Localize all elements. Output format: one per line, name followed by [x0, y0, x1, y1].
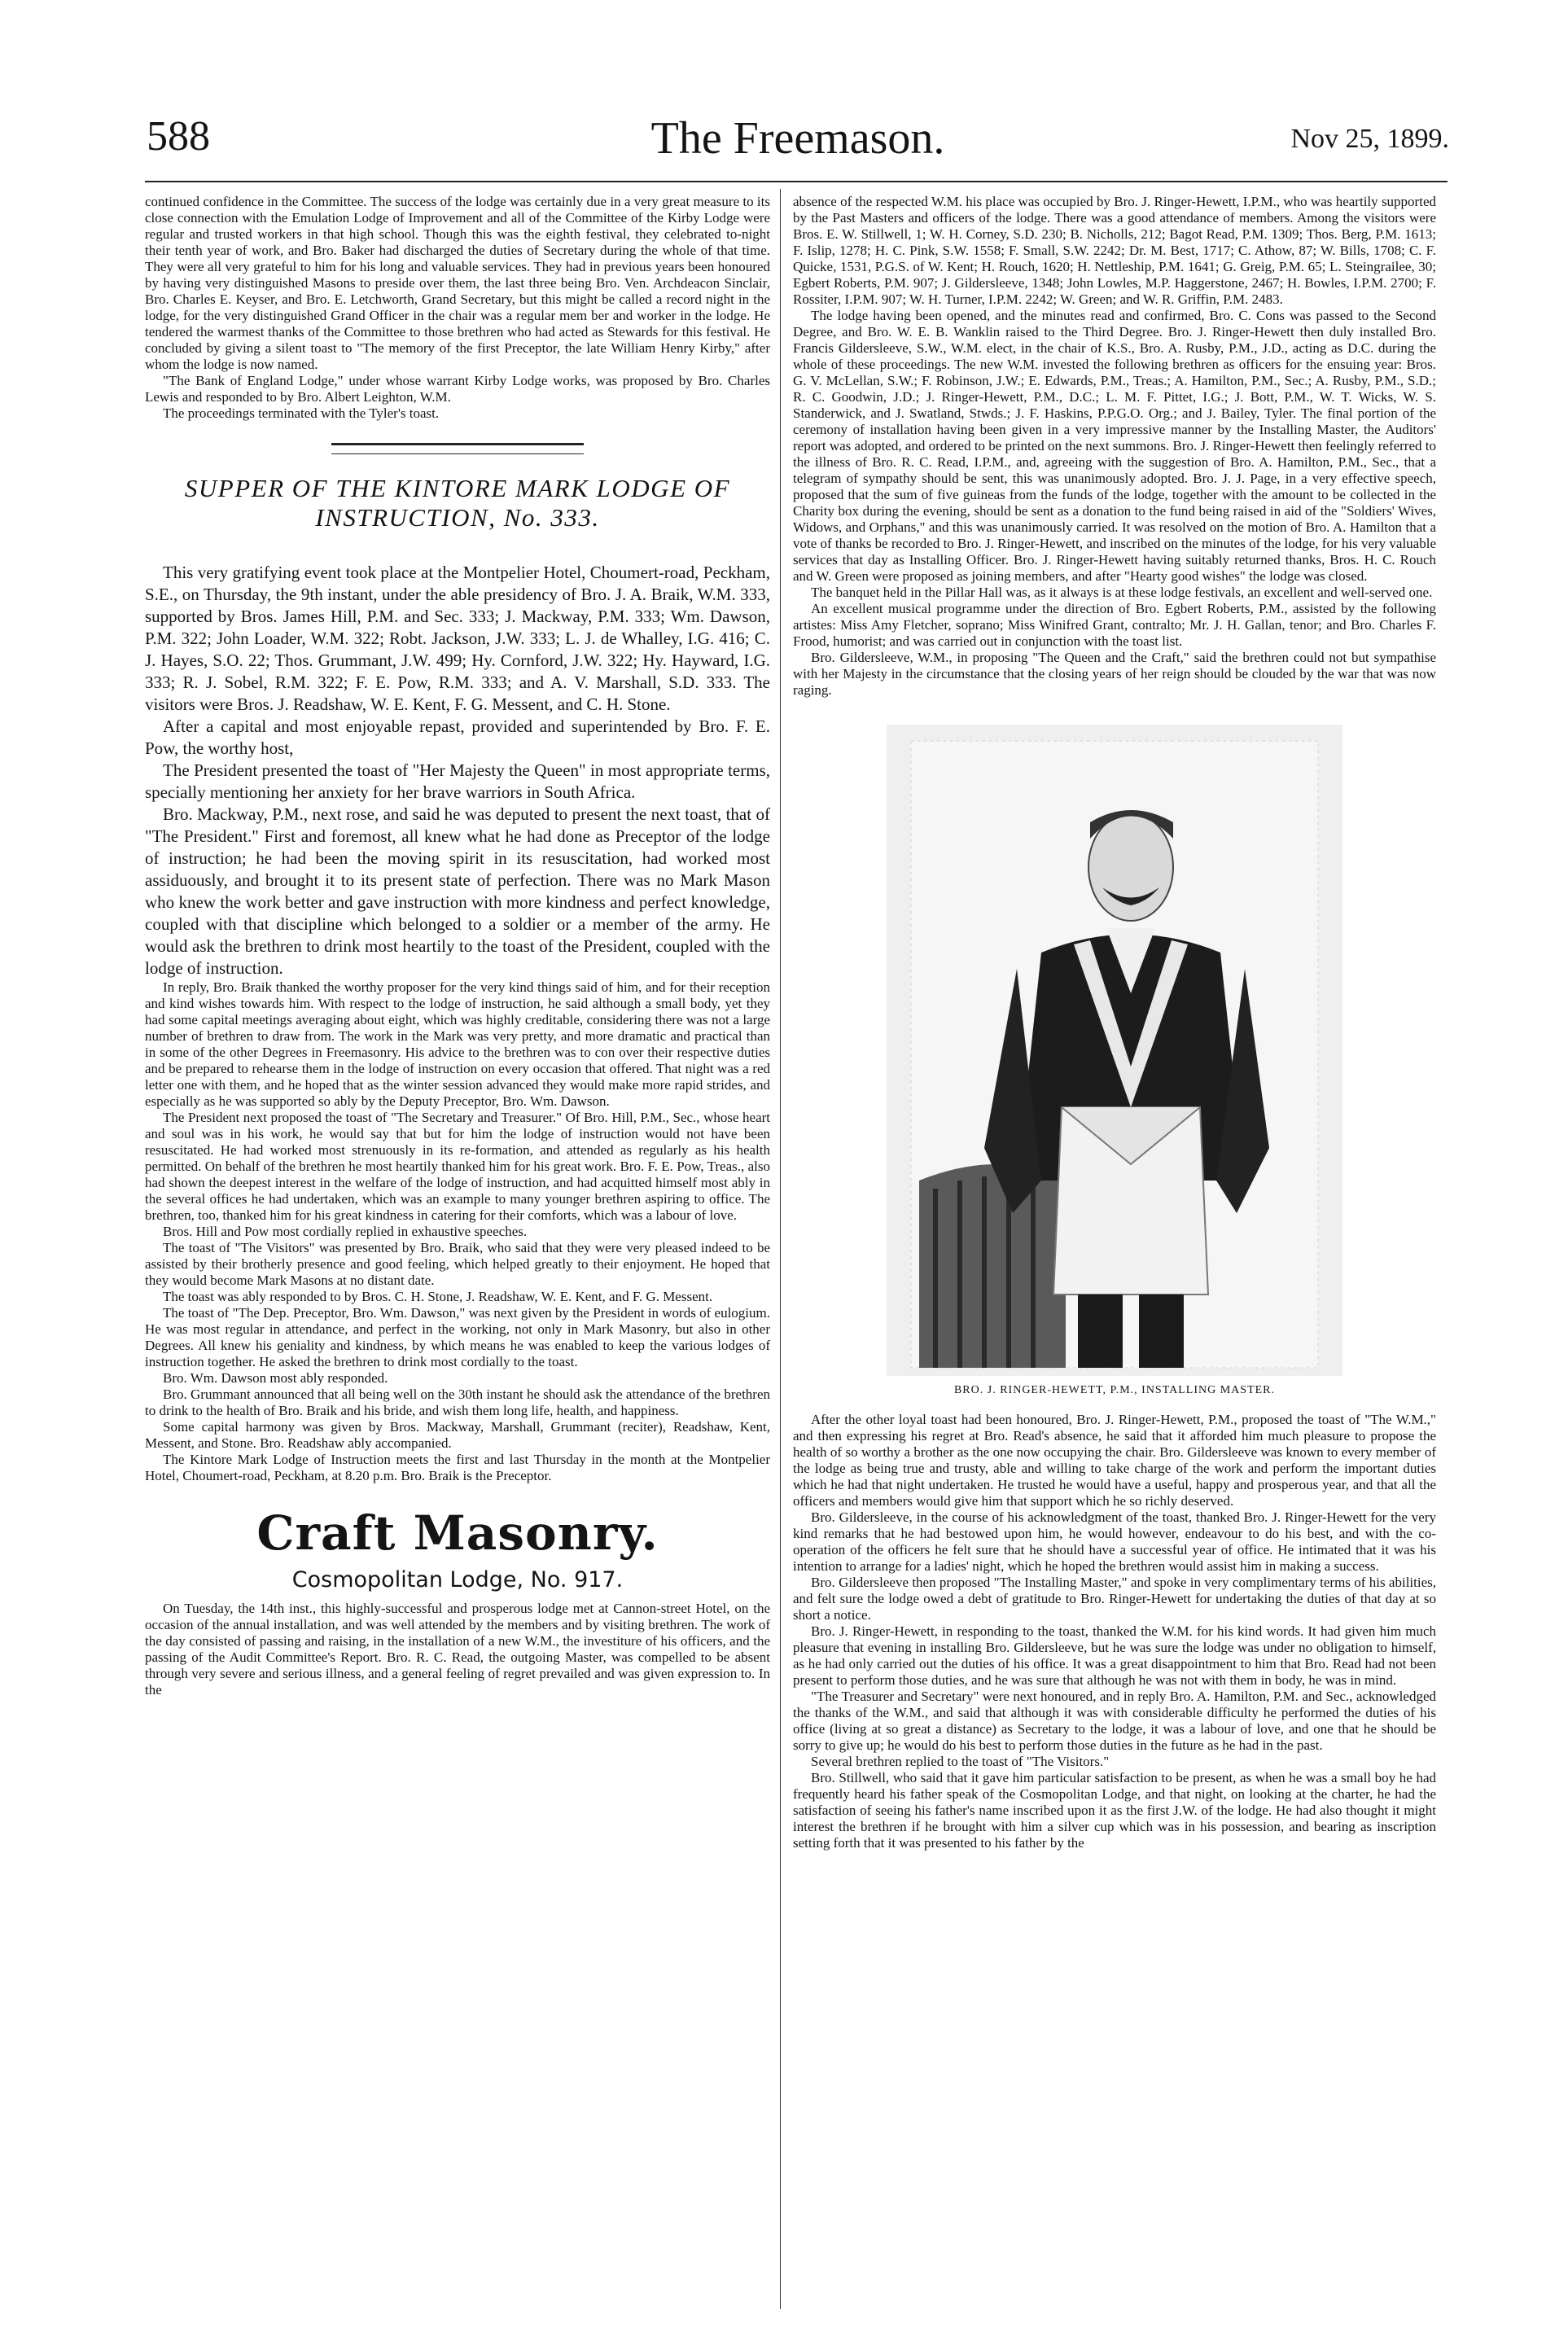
paragraph: The proceedings terminated with the Tyler's toast. [163, 405, 440, 421]
paragraph: Bro. Gildersleeve then proposed "The Installing Master," and spoke in very complimentary terms of his abilities, and felt sure the lodge owed a debt of gratitude to Bro. Ringer-Hewett for undertaking the duties of that day at so short a notice. [793, 1575, 1436, 1623]
paragraph: In reply, Bro. Braik thanked the worthy proposer for the very kind things said of him, and for their reception and kind wishes towards him. With respect to the lodge of instruction, he said although a small body, yet they had some capital meetings averaging about eight, which was highly creditable, considering there was not a large number of brethren to draw from. The work in the Mark was very pretty, and more dramatic and practical than in some of the other Degrees in Freemasonry. His advice to the brethren was to con over their respective duties and be prepared to rehearse them in the lodge of instruction on every occasion that offered. That night was a red letter one with them, and he hoped that as the winter session advanced they would make more rapid strides, and especially as he was supported so ably by the Deputy Preceptor, Bro. Wm. Dawson. [145, 979, 770, 1109]
paragraph: "The Bank of England Lodge," under whose warrant Kirby Lodge works, was proposed by Bro. Charles Lewis and responded to by Bro. Albert Leighton, W.M. [145, 373, 770, 405]
paragraph: After a capital and most enjoyable repast, provided and superintended by Bro. F. E. Pow, the worthy host, [145, 716, 770, 758]
cosmopolitan-report [145, 1601, 770, 1698]
paragraph: An excellent musical programme under the direction of Bro. Egbert Roberts, P.M., assisted by the following artistes: Miss Amy Fletcher, soprano; Miss Winifred Grant, contralto; Mr. J. H. Gallan, tenor; and Bro. Charles F. Frood, humorist; and was carried out in conjunction with the toast list. [793, 601, 1436, 649]
cosmopolitan-report-continued [793, 194, 1436, 699]
page-number: 588 [147, 113, 210, 160]
paragraph: Bro. J. Ringer-Hewett, in responding to the toast, thanked the W.M. for his kind words. It had given him much pleasure that evening in installing Bro. Gildersleeve, but he was sure the lodge was under no obligation to himself, as he had only carried out the duties of his office. It was a great disappointment to him that Bro. Read had not been present to perform those duties, and he was sure that although he was not with them in body, he was in mind. [793, 1623, 1436, 1688]
column-divider [780, 189, 781, 2309]
paragraph: Bro. Wm. Dawson most ably responded. [163, 1370, 388, 1386]
paragraph: Some capital harmony was given by Bros. Mackway, Marshall, Grummant (reciter), Readshaw, Kent, Messent, and Stone. Bro. Readshaw ably accompanied. [145, 1419, 770, 1451]
paragraph: "The Treasurer and Secretary" were next honoured, and in reply Bro. A. Hamilton, P.M. and Sec., acknowledged the thanks of the W.M., and said that although it was with considerable difficulty he performed the duties of his office (living at so great a distance) as Secretary to the lodge, it was a labour of love, and one that he should be sorry to give up; he would do his best to perform those duties in the future as he had in the past. [793, 1689, 1436, 1753]
photo-caption: BRO. J. RINGER-HEWETT, P.M., INSTALLING MASTER. [953, 1384, 1276, 1396]
lodge-heading: Cosmopolitan Lodge, No. 917. [291, 1567, 624, 1592]
paragraph: Bro. Stillwell, who said that it gave him particular satisfaction to be present, as when he was a small boy he had frequently heard his father speak of the Cosmopolitan Lodge, and that night, on looking at the charter, he had the satisfaction of seeing his father's name inscribed upon it as the first J.W. of the lodge. He had also thought it might interest the brethren if he brought with him a silver cup which was in his possession, and bearing as inscription setting forth that it was presented to his father by the [793, 1770, 1436, 1851]
paragraph: The Kintore Mark Lodge of Instruction meets the first and last Thursday in the month at the Montpelier Hotel, Choumert-road, Peckham, at 8.20 p.m. Bro. Braik is the Preceptor. [145, 1452, 770, 1483]
paragraph: The lodge having been opened, and the minutes read and confirmed, Bro. C. Cons was passed to the Second Degree, and Bro. W. E. B. Wanklin raised to the Third Degree. Bro. J. Ringer-Hewett then duly installed Bro. Francis Gildersleeve, S.W., W.M. elect, in the chair of K.S., Bro. A. Rusby, P.M., J.D., acting as D.C. during the whole of these proceedings. The new W.M. invested the following brethren as officers for the ensuing year: Bros. G. V. McLellan, S.W.; F. Robinson, J.W.; E. Edwards, P.M., Treas.; A. Hamilton, P.M., Sec.; A. Rusby, P.M., S.D.; R. C. Goodwin, J.D.; J. Ringer-Hewett, P.M., D.C.; L. M. F. Pittet, I.G.; J. Bott, P.M., W. T. Wicks, W. S. Standerwick, and J. Swatland, Stwds.; J. F. Haskins, P.P.G.O. Org.; and J. Bailey, Tyler. The final portion of the ceremony of installation having been given in a very impressive manner by the Installing Master, the Auditors' report was adopted, and ordered to be printed on the next summons. Bro. J. Ringer-Hewett then feelingly referred to the illness of Bro. R. C. Read, I.P.M., and, agreeing with the suggestion of Bro. A. Hamilton, P.M., Sec., that a telegram of sympathy should be sent, this was unanimously adopted. Bro. J. J. Page, in a very effective speech, proposed that the sum of five guineas from the funds of the lodge, together with the amount to be collected in the Charity box during the evening, should be sent as a donation to the fund being raised in aid of the "Soldiers' Wives, Widows, and Orphans," and this was unanimously carried. It was resolved on the motion of Bro. A. Hamilton that a vote of thanks be recorded to Bro. J. Ringer-Hewett, and inscribed on the minutes of the lodge, for his very valuable services that day as Installing Officer. Bro. J. Ringer-Hewett having suitably returned thanks, Bros. H. C. Rouch and W. Green were proposed as joining members, and after "Hearty good wishes" the lodge was closed. [793, 308, 1436, 584]
paragraph: Bro. Gildersleeve, W.M., in proposing "The Queen and the Craft," said the brethren could not but sympathise with her Majesty in the circumstance that the closing years of her reign should be clouded by the war that was now raging. [793, 650, 1436, 698]
masthead [147, 112, 1449, 177]
kirby-lodge-continuation [145, 194, 770, 422]
supper-report-small [145, 979, 770, 1484]
cosmopolitan-banquet-report [793, 1412, 1436, 1851]
right-column [793, 194, 1436, 1851]
section-rule [331, 443, 584, 454]
section-heading-supper: SUPPER OF THE KINTORE MARK LODGE OF INSTRUCTION, No. 333. [184, 474, 731, 532]
paragraph: The toast of "The Visitors" was presented by Bro. Braik, who said that they were very pleased indeed to be assisted by their brotherly presence and good feeling, which helped greatly to their enjoyment. He hoped that they would become Mark Masons at no distant date. [145, 1240, 770, 1288]
paragraph: After the other loyal toast had been honoured, Bro. J. Ringer-Hewett, P.M., proposed the toast of "The W.M.," and then expressing his regret at Bro. Read's absence, he said that it afforded him much pleasure to propose the health of so worthy a brother as the one now occupying the chair. Bro. Gildersleeve was known to every member of the lodge as being true and trusty, able and willing to take charge of the work and perform the important duties which he had that night undertaken. He trusted he would have a useful, happy and prosperous year, and that all the officers and members would give him that support which he so richly deserved. [793, 1412, 1436, 1509]
paragraph: The President next proposed the toast of "The Secretary and Treasurer." Of Bro. Hill, P.M., Sec., whose heart and soul was in his work, he would say that but for him the lodge of instruction would not have been resuscitated. He had worked most strenuously in its re-formation, and attended as regularly as his health permitted. On behalf of the brethren he most heartily thanked him for his great work. Bro. F. E. Pow, Treas., also had shown the deepest interest in the welfare of the lodge of instruction, and had acquitted himself most ably in the several offices he had undertaken, which was an example to many younger brethren aspiring to office. The brethren, too, thanked him for his great kindness in catering for their comforts, which was a labour of love. [145, 1110, 770, 1223]
masthead-rule [145, 181, 1448, 182]
paragraph: On Tuesday, the 14th inst., this highly-successful and prosperous lodge met at Cannon-street Hotel, on the occasion of the annual installation, and was well attended by the members and by visiting brethren. The work of the day consisted of passing and raising, in the installation of a new W.M., the investiture of his officers, and the passing of the Audit Committee's Report. Bro. R. C. Read, the outgoing Master, was compelled to be absent through very severe and serious illness, and a general feeling of regret prevailed and was given expression to. In the [145, 1601, 770, 1698]
paragraph: Bros. Hill and Pow most cordially replied in exhaustive speeches. [163, 1224, 528, 1239]
left-column [145, 194, 770, 1698]
section-heading-craft: Craft Masonry. [256, 1505, 659, 1561]
paragraph: The President presented the toast of "Her Majesty the Queen" in most appropriate terms, specially mentioning her anxiety for her brave warriors in South Africa. [145, 760, 770, 802]
paragraph: Several brethren replied to the toast of "The Visitors." [811, 1754, 1110, 1769]
paragraph: This very gratifying event took place at the Montpelier Hotel, Choumert-road, Peckham, S.E., on Thursday, the 9th instant, under the able presidency of Bro. J. A. Braik, W.M. 333, supported by Bros. James Hill, P.M. and Sec. 333; J. Mackway, P.M. 333; Wm. Dawson, P.M. 322; John Loader, W.M. 322; Robt. Jackson, J.W. 333; L. J. de Whalley, I.G. 416; C. J. Hayes, S.O. 22; Thos. Grummant, J.W. 499; Hy. Cornford, J.W. 322; Hy. Hayward, I.G. 333; R. J. Sobel, R.M. 322; F. E. Pow, R.M. 333; and A. V. Marshall, S.D. 333. The visitors were Bros. J. Readshaw, W. E. Kent, F. G. Messent, and C. H. Stone. [145, 563, 770, 714]
paragraph: The toast was ably responded to by Bros. C. H. Stone, J. Readshaw, W. E. Kent, and F. G. Messent. [163, 1289, 713, 1304]
paragraph: continued confidence in the Committee. The success of the lodge was certainly due in a very great measure to its close connection with the Emulation Lodge of Improvement and all of the Committee of the Kirby Lodge were regular and trusted workers in that high school. Though this was the eighth festival, they celebrated to-night their tenth year of work, and Bro. Baker had discharged the duties of Secretary during the whole of that time. They were all very grateful to him for his long and valuable services. They had in previous years been honoured by having very distinguished Masons to preside over them, the last three being Bro. Ven. Archdeacon Sinclair, Bro. Charles E. Keyser, and Bro. E. Letchworth, Grand Secretary, but this might be called a record night in the lodge, for the very distinguished Grand Officer in the chair was a regular mem ber and worker in the lodge. He tendered the warmest thanks of the Committee to those brethren who had acted as Stewards for this festival. He concluded by giving a silent toast to "The memory of the first Preceptor, the late William Henry Kirby," after whom the lodge is now named. [145, 194, 770, 372]
portrait-photo [887, 725, 1342, 1376]
paragraph: Bro. Gildersleeve, in the course of his acknowledgment of the toast, thanked Bro. J. Ringer-Hewett for the very kind remarks that he had bestowed upon him, he would however, endeavour to do his best, and with the co-operation of the officers he felt sure that he should have a successful year of office. He intimated that it was his intention to arrange for a ladies' night, which he hoped the brethren would assist him in making a success. [793, 1509, 1436, 1574]
publication-title: The Freemason. [650, 113, 945, 164]
paragraph: Bro. Grummant announced that all being well on the 30th instant he should ask the attendance of the brethren to drink to the health of Bro. Braik and his bride, and wish them long life, health, and happiness. [145, 1387, 770, 1418]
paragraph: absence of the respected W.M. his place was occupied by Bro. J. Ringer-Hewett, I.P.M., who was heartily supported by the Past Masters and officers of the lodge. There was a good attendance of members. Among the visitors were Bros. E. W. Stillwell, 1; W. H. Corney, S.D. 230; B. Nicholls, 212; Bagot Read, P.M. 1309; Thos. Berg, P.M. 1613; F. Islip, 1278; H. C. Pink, S.W. 1558; F. Small, S.W. 2242; Dr. M. Best, 1717; C. Athow, 87; W. Bills, 1708; C. F. Quicke, 1531, P.G.S. of W. Kent; H. Rouch, 1620; H. Nettleship, P.M. 1641; G. Greig, P.M. 65; L. Steingrailee, 30; Egbert Roberts, P.M. 907; J. Gildersleeve, 1348; John Lowles, M.P. Haggerstone, 2467; H. Bowles, I.P.M. 2700; F. Rossiter, I.P.M. 907; W. H. Turner, I.P.M. 2242; W. Green; and W. R. Griffin, P.M. 2483. [793, 194, 1436, 307]
supper-report-large [145, 562, 770, 979]
paragraph: The banquet held in the Pillar Hall was, as it always is at these lodge festivals, an excellent and well-served one. [811, 585, 1433, 600]
issue-date: Nov 25, 1899. [1290, 124, 1449, 154]
paragraph: Bro. Mackway, P.M., next rose, and said he was deputed to present the next toast, that of "The President." First and foremost, all knew what he had done as Preceptor of the lodge of instruction; he had been the moving spirit in its resuscitation, had worked most assiduously, and brought it to its present state of perfection. There was no Mark Mason who knew the work better and gave instruction with more kindness and perfect knowledge, coupled with that discipline which belonged to a soldier or a member of the army. He would ask the brethren to drink most heartily to the toast of the President, coupled with the lodge of instruction. [145, 804, 770, 978]
portrait-illustration [887, 725, 1342, 1376]
paragraph: The toast of "The Dep. Preceptor, Bro. Wm. Dawson," was next given by the President in words of eulogium. He was most regular in attendance, and perfect in the working, not only in Mark Masonry, but also in other Degrees. All knew his geniality and kindness, by which means he was enabled to keep the various lodges of instruction together. He asked the brethren to drink most cordially to the toast. [145, 1305, 770, 1369]
